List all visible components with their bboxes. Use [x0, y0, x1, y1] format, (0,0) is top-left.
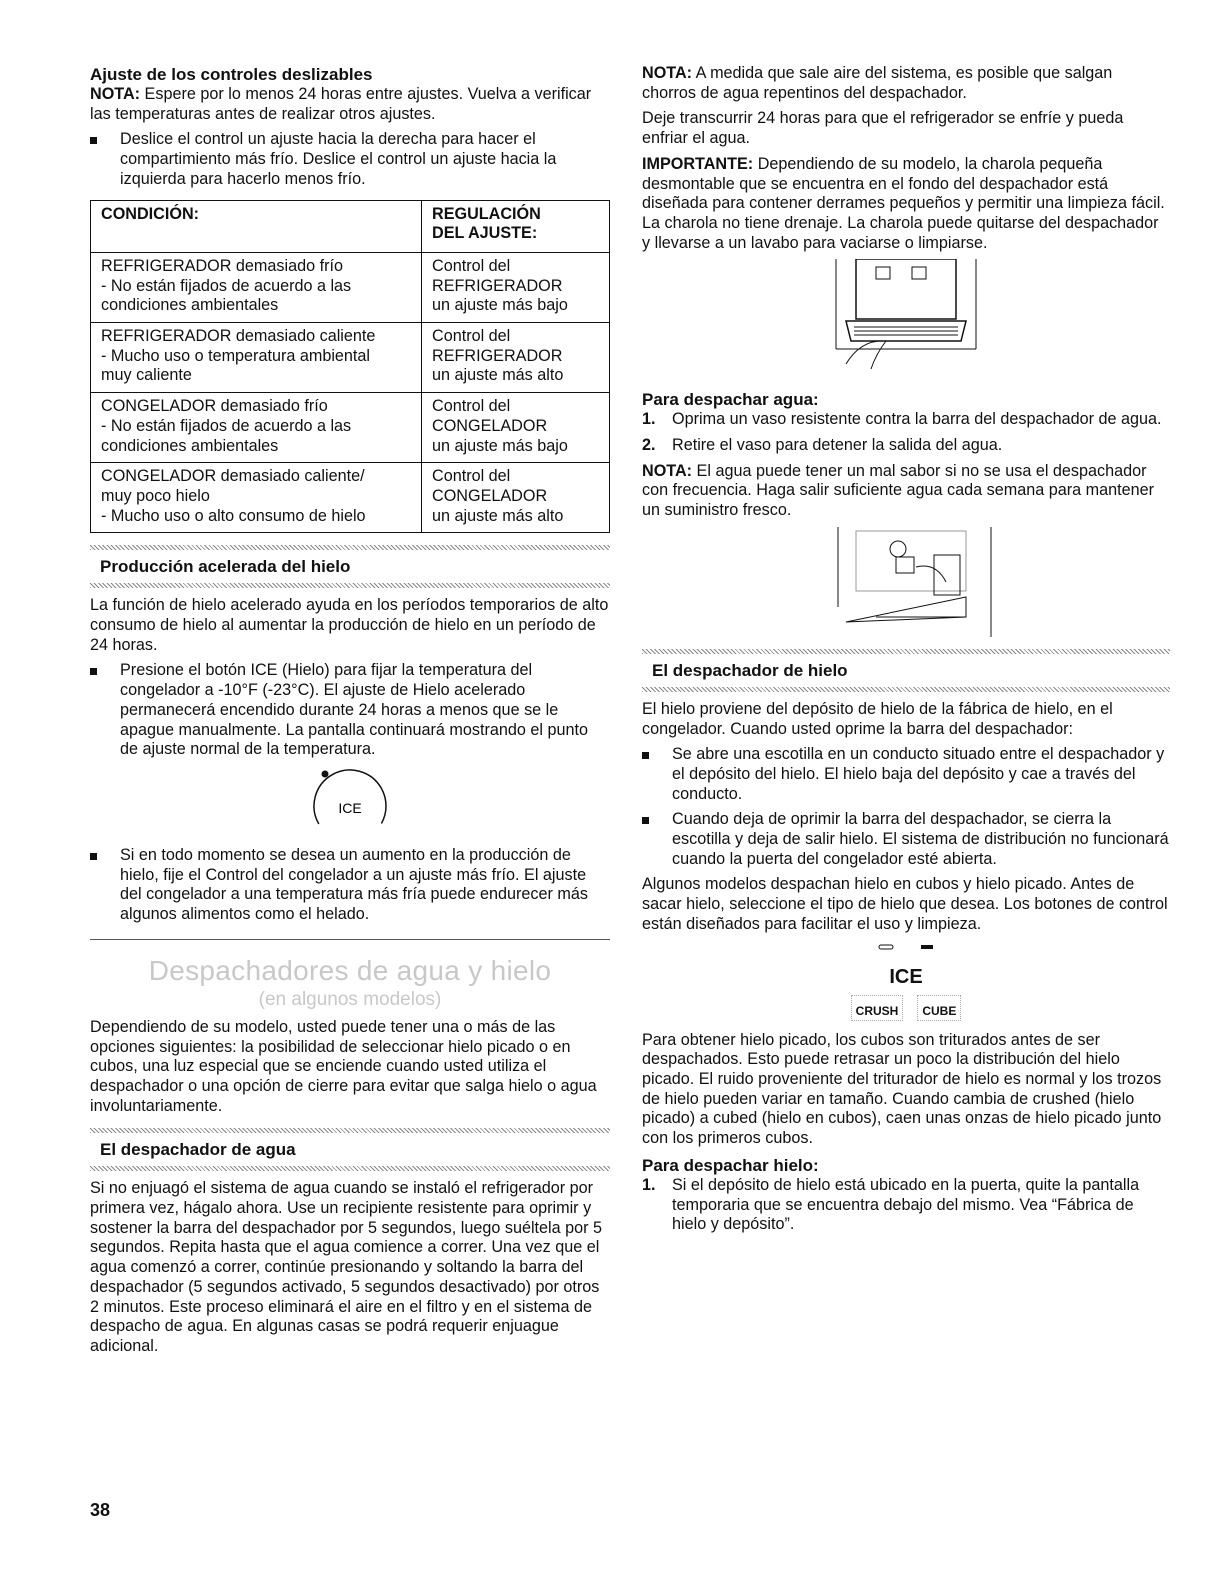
dispense-water-heading: Para despachar agua: — [642, 390, 819, 410]
list-item: Deslice el control un ajuste hacia la derecha para hacer el compartimiento más frío. Deslice el control un ajuste hacia la izquierda para hacerlo menos frío. — [90, 130, 610, 189]
dispensers-subtitle: (en algunos modelos) — [258, 988, 442, 1010]
ice-button-label: ICE — [338, 799, 362, 816]
cube-button[interactable]: CUBE — [917, 995, 961, 1021]
table-header-adjustment: REGULACIÓN DEL AJUSTE: — [422, 200, 610, 252]
table-cell-adjustment: Control del REFRIGERADOR un ajuste más bajo — [422, 252, 610, 322]
slider-controls-heading: Ajuste de los controles deslizables — [90, 65, 373, 84]
table-row — [91, 252, 610, 322]
accelerated-ice-bullets — [90, 661, 610, 760]
adjustment-table — [90, 200, 610, 534]
air-note: NOTA: A medida que sale aire del sistema, es posible que salgan chorros de agua repentinos del despachador. — [642, 64, 1113, 102]
list-item: Se abre una escotilla en un conducto situado entre el despachador y el depósito del hielo. El hielo baja del depósito y cae a través del conducto. — [642, 745, 1170, 804]
list-item: 2. Retire el vaso para detener la salida del agua. — [642, 436, 1003, 455]
ice-dispenser-bullets — [642, 745, 1170, 869]
dispensers-paragraph: Dependiendo de su modelo, usted puede tener una o más de las opciones siguientes: la posibilidad de seleccionar hielo picado o en cubos, una luz especial que se enciende cuando usted utiliza el despachador o una opción de cierre para evitar que salga hielo o agua involuntariamente. — [90, 1017, 597, 1115]
table-cell-condition: REFRIGERADOR demasiado frío - No están fijados de acuerdo a las condiciones ambientales — [91, 252, 422, 322]
crushed-ice-paragraph: Para obtener hielo picado, los cubos son triturados antes de ser despachados. Esto puede retrasar un poco la distribución del hielo picado. El ruido proveniente del triturador de hielo es normal y los trozos de hielo pueden variar en tamaño. Cuando cambia de crushed (hielo picado) a cubed (hielo en cubos), caen unas onzas de hielo picado junto con los primeros cubos. — [642, 1030, 1162, 1148]
divider — [90, 583, 610, 588]
divider — [90, 939, 610, 940]
table-row — [91, 463, 610, 533]
important-note: IMPORTANTE: Dependiendo de su modelo, la charola pequeña desmontable que se encuentra en el fondo del despachador está diseñada para contener derrames pequeños y permitir una limpieza fácil. La charola no tiene drenaje. La charola puede quitarse del despachador y llevarse a un lavabo para vaciarse o limpiarse. — [642, 154, 1165, 252]
divider — [642, 687, 1170, 692]
slider-note: NOTA: Espere por lo menos 24 horas entre ajustes. Vuelva a verificar las temperaturas antes de realizar otros ajustes. — [90, 85, 592, 123]
right-column — [642, 64, 1170, 1241]
cooling-paragraph: Deje transcurrir 24 horas para que el refrigerador se enfríe y pueda enfriar el agua. — [642, 109, 1124, 148]
dispense-water-steps — [642, 410, 1170, 455]
table-header-row — [91, 200, 610, 252]
accelerated-ice-paragraph: La función de hielo acelerado ayuda en los períodos temporarios de alto consumo de hielo al aumentar la producción de hielo en un período de 24 horas. — [90, 596, 609, 654]
colder-setting-bullets — [90, 846, 610, 925]
water-dispenser-section — [90, 1128, 610, 1171]
dispense-ice-steps — [642, 1176, 1170, 1235]
table-cell-condition: CONGELADOR demasiado frío - No están fijados de acuerdo a las condiciones ambientales — [91, 393, 422, 463]
list-item: Presione el botón ICE (Hielo) para fijar la temperatura del congelador a -10°F (-23°C). El ajuste de Hielo acelerado permanecerá encendido durante 24 horas a menos que se le apague manualmente. La pantalla continuará mostrando el punto de ajuste normal de la temperatura. — [90, 661, 610, 760]
ice-models-paragraph: Algunos modelos despachan hielo en cubos y hielo picado. Antes de sacar hielo, seleccione el tipo de hielo que desea. Los botones de control están diseñados para facilitar el uso y limpieza. — [642, 875, 1168, 933]
table-cell-condition: REFRIGERADOR demasiado caliente - Mucho uso o temperatura ambiental muy caliente — [91, 323, 422, 393]
crush-button[interactable]: CRUSH — [851, 995, 904, 1021]
left-column — [90, 64, 610, 1363]
indicator-lights-icon — [861, 941, 951, 955]
table-cell-condition: CONGELADOR demasiado caliente/ muy poco hielo - Mucho uso o alto consumo de hielo — [91, 463, 422, 533]
taste-note: NOTA: El agua puede tener un mal sabor si no se usa el despachador con frecuencia. Haga salir suficiente agua cada semana para mantener un suministro fresco. — [642, 461, 1155, 520]
ice-dispenser-heading: El despachador de hielo — [652, 660, 848, 680]
slider-bullets — [90, 130, 610, 189]
dispensers-title: Despachadores de agua y hielo — [148, 954, 552, 986]
dispense-ice-heading: Para despachar hielo: — [642, 1155, 819, 1175]
glass-dispenser-illustration — [816, 527, 996, 637]
list-item: Si en todo momento se desea un aumento en la producción de hielo, fije el Control del congelador a un ajuste más frío. El ajuste del congelador a una temperatura más fría puede endurecer más algunos alimentos como el helado. — [90, 846, 610, 925]
ice-control-label: ICE — [889, 965, 923, 988]
water-dispenser-paragraph: Si no enjuagó el sistema de agua cuando se instaló el refrigerador por primera vez, hágalo ahora. Use un recipiente resistente para oprimir y sostener la barra del despachador por 5 segundos, luego suéltela por 5 segundos. Repita hasta que el agua comience a correr. Una vez que el agua comenzó a correr, continúe presionando y soltando la barra del despachador (5 segundos activado, 5 segundos desactivado) por otros 2 minutos. Este proceso eliminará el aire en el filtro y en el sistema de despacho de agua. En algunas casas se podrá requerir enjuague adicional. — [90, 1179, 603, 1355]
accelerated-ice-section — [90, 545, 610, 588]
table-cell-adjustment: Control del CONGELADOR un ajuste más bajo — [422, 393, 610, 463]
table-header-condition: CONDICIÓN: — [91, 200, 422, 252]
ice-type-options — [851, 995, 962, 1021]
list-item: 1. Oprima un vaso resistente contra la barra del despachador de agua. — [642, 410, 1162, 429]
table-cell-adjustment: Control del CONGELADOR un ajuste más alto — [422, 463, 610, 533]
table-row — [91, 323, 610, 393]
ice-button-illustration — [295, 766, 405, 846]
list-item: 1. Si el depósito de hielo está ubicado en la puerta, quite la pantalla temporaria que se encuentra debajo del mismo. Vea “Fábrica de hielo y depósito”. — [642, 1175, 1140, 1234]
list-item: Cuando deja de oprimir la barra del despachador, se cierra la escotilla y deja de salir hielo. El sistema de distribución no funcionará cuando la puerta del congelador esté abierta. — [642, 810, 1170, 869]
table-row — [91, 393, 610, 463]
page-number: 38 — [90, 1500, 111, 1520]
accelerated-ice-heading: Producción acelerada del hielo — [100, 557, 351, 577]
divider — [90, 1166, 610, 1171]
ice-control-panel — [642, 941, 1170, 1021]
drip-tray-illustration — [816, 259, 996, 389]
water-dispenser-heading: El despachador de agua — [100, 1140, 296, 1160]
ice-dispenser-paragraph: El hielo proviene del depósito de hielo de la fábrica de hielo, en el congelador. Cuando usted oprime la barra del despachador: — [642, 699, 1113, 738]
ice-dispenser-section — [642, 649, 1170, 692]
table-cell-adjustment: Control del REFRIGERADOR un ajuste más alto — [422, 323, 610, 393]
